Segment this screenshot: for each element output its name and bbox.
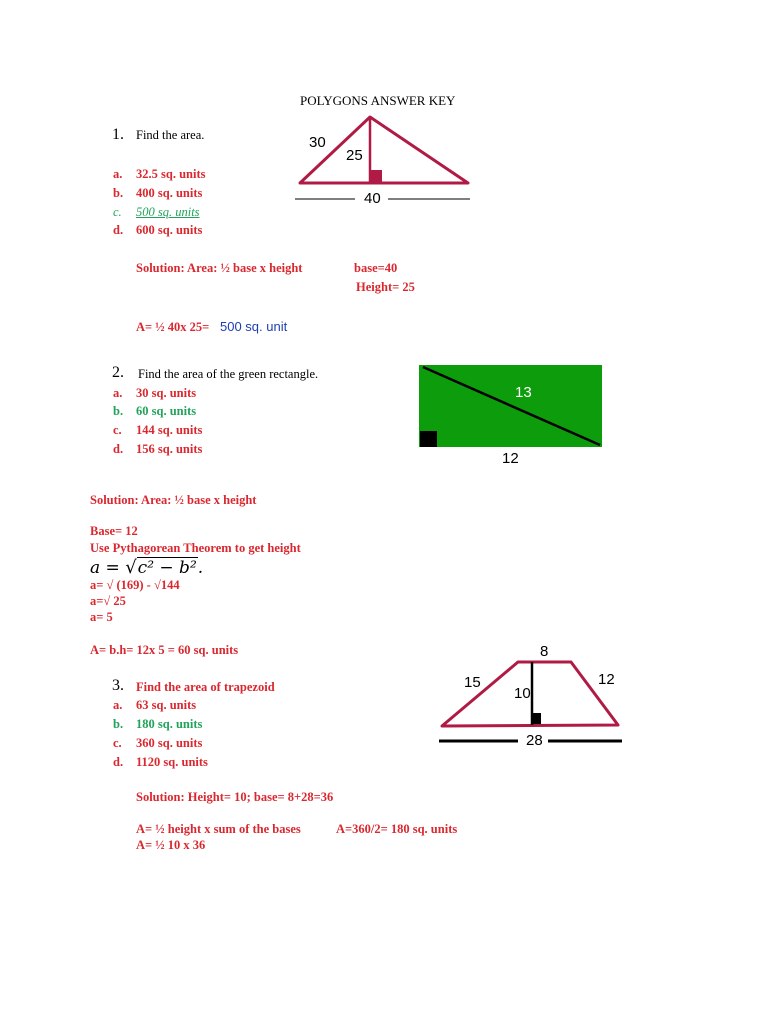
triangle-figure: [290, 110, 475, 210]
q3-option-a-letter: a.: [113, 698, 123, 712]
q2-option-d-text: 156 sq. units: [136, 442, 203, 456]
q1-option-c-text-correct: 500 sq. units: [136, 205, 200, 219]
question-1-prompt: Find the area.: [136, 128, 205, 142]
q1-solution-height: Height= 25: [356, 280, 415, 294]
q1-solution-formula: Solution: Area: ½ base x height: [136, 261, 303, 275]
q1-option-a-text: 32.5 sq. units: [136, 167, 206, 181]
q3-solution: Solution: Height= 10; base= 8+28=36: [136, 790, 334, 804]
question-3-number: 3.: [112, 677, 124, 694]
q3-answer-step: A= ½ 10 x 36: [136, 838, 206, 852]
q1-answer-prefix: A= ½ 40x 25=: [136, 320, 210, 334]
pythagorean-formula: [90, 557, 203, 579]
q2-solution-formula: Solution: Area: ½ base x height: [90, 493, 257, 507]
triangle-side-label: 30: [309, 134, 326, 151]
question-3-prompt: Find the area of trapezoid: [136, 680, 275, 694]
sqrt-icon: √: [125, 557, 137, 578]
formula-lhs: a =: [90, 558, 126, 578]
triangle-height-label: 25: [346, 147, 363, 164]
q1-option-a-letter: a.: [113, 167, 123, 181]
q3-option-d-text: 1120 sq. units: [136, 755, 208, 769]
green-rectangle-figure: [419, 365, 604, 450]
question-1-number: 1.: [112, 126, 124, 143]
q1-option-d-text: 600 sq. units: [136, 223, 203, 237]
q2-option-a-text: 30 sq. units: [136, 386, 197, 400]
q2-step-2: a=√ 25: [90, 594, 126, 608]
q1-solution-base: base=40: [354, 261, 398, 275]
q2-option-b-letter: b.: [113, 404, 124, 418]
q2-base-line: Base= 12: [90, 524, 138, 538]
q2-option-a-letter: a.: [113, 386, 123, 400]
q2-option-c-text: 144 sq. units: [136, 423, 203, 437]
question-2-prompt: Find the area of the green rectangle.: [138, 367, 319, 381]
triangle-base-label: 40: [364, 190, 381, 207]
q2-option-c-letter: c.: [113, 423, 122, 437]
q2-step-1: a= √ (169) - √144: [90, 578, 180, 592]
q1-answer-value: 500 sq. unit: [220, 319, 288, 334]
q3-option-d-letter: d.: [113, 755, 124, 769]
q2-option-b-text-correct: 60 sq. units: [136, 404, 197, 418]
q2-answer: A= b.h= 12x 5 = 60 sq. units: [90, 643, 239, 657]
q2-step-3: a= 5: [90, 610, 113, 624]
page-title: POLYGONS ANSWER KEY: [300, 93, 456, 108]
q1-option-d-letter: d.: [113, 223, 124, 237]
rectangle-base-label: 12: [502, 450, 519, 467]
q3-option-c-letter: c.: [113, 736, 122, 750]
trapezoid-base-label: 28: [526, 732, 543, 749]
formula-radicand: c² − b²: [137, 558, 197, 578]
q3-option-b-text-correct: 180 sq. units: [136, 717, 203, 731]
formula-end: .: [197, 558, 204, 578]
q2-pythagorean-line: Use Pythagorean Theorem to get height: [90, 541, 301, 555]
trapezoid-height-label: 10: [514, 685, 531, 702]
q3-option-c-text: 360 sq. units: [136, 736, 203, 750]
question-2-number: 2.: [112, 364, 124, 381]
q1-option-b-letter: b.: [113, 186, 124, 200]
trapezoid-left-label: 15: [464, 674, 481, 691]
q2-option-d-letter: d.: [113, 442, 124, 456]
trapezoid-right-label: 12: [598, 671, 615, 688]
rectangle-diagonal-label: 13: [515, 384, 532, 401]
q3-option-b-letter: b.: [113, 717, 124, 731]
q1-option-b-text: 400 sq. units: [136, 186, 203, 200]
q3-option-a-text: 63 sq. units: [136, 698, 197, 712]
q3-answer-formula: A= ½ height x sum of the bases: [136, 822, 301, 836]
q1-option-c-letter: c.: [113, 205, 122, 219]
trapezoid-top-label: 8: [540, 643, 549, 660]
q3-answer-result: A=360/2= 180 sq. units: [336, 822, 458, 836]
